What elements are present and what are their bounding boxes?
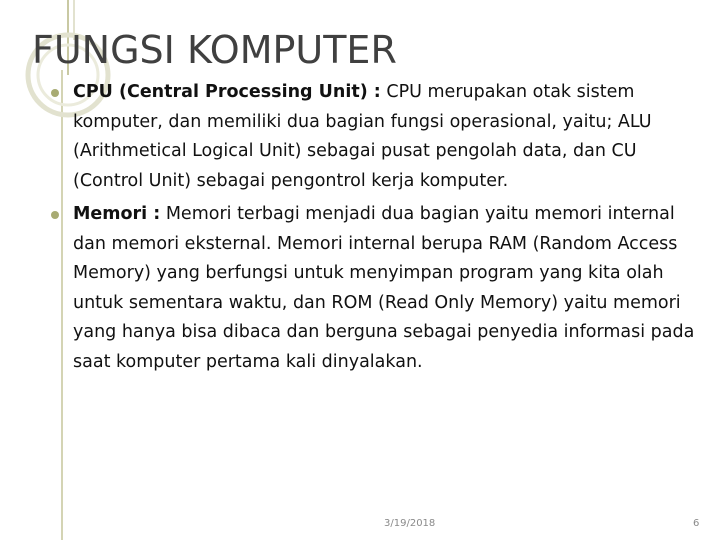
slide-content bbox=[73, 78, 703, 381]
bullet-term: CPU (Central Processing Unit) : bbox=[73, 82, 381, 102]
page-number: 6 bbox=[693, 518, 700, 529]
bullet-term: Memori : bbox=[73, 204, 161, 224]
bullet-text: Memori terbagi menjadi dua bagian yaitu memori internal dan memori eksternal. Memori internal berupa RAM (Random Access Memory) yang berfungsi untuk menyimpan program yang kita olah untuk sementara waktu, dan ROM (Read Only Memory) yaitu memori yang hanya bisa dibaca dan berguna sebagai penyedia informasi pada saat komputer pertama kali dinyalakan. bbox=[73, 204, 695, 372]
bullet-memori bbox=[73, 200, 703, 377]
footer-date: 3/19/2018 bbox=[384, 518, 436, 529]
bullet-cpu bbox=[73, 78, 703, 196]
bullet-dot-icon bbox=[51, 89, 59, 97]
bullet-dot-icon bbox=[51, 211, 59, 219]
bullet-text: CPU merupakan otak sistem komputer, dan memiliki dua bagian fungsi operasional, yaitu; ALU (Arithmetical Logical Unit) sebagai pusat pengolah data, dan CU (Control Unit) sebagai pengontrol kerja komputer. bbox=[73, 82, 652, 191]
slide-title: FUNGSI KOMPUTER bbox=[32, 28, 397, 72]
